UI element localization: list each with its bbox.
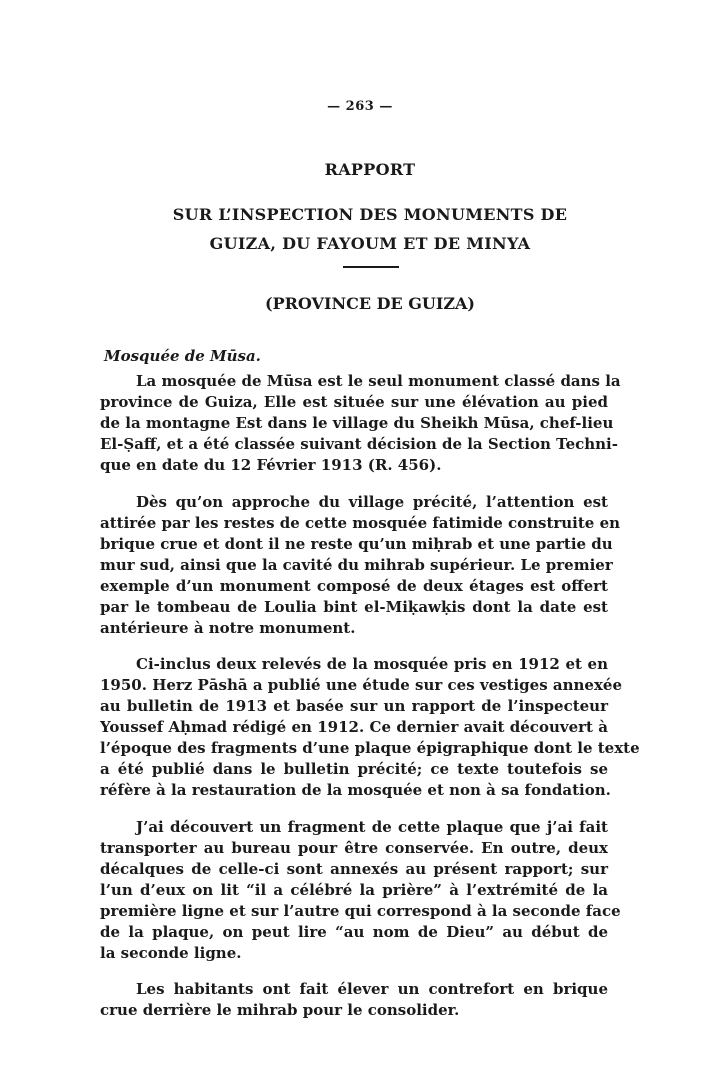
text-line: décalques de celle-ci sont annexés au présent rapport; sur <box>100 859 608 878</box>
text-line: a été publié dans le bulletin précité; ce texte toutefois se <box>100 760 608 778</box>
text-line: mur sud, ainsi que la cavité du mihrab supérieur. Le premier <box>100 555 613 574</box>
paragraph <box>100 492 621 639</box>
text-line: Youssef Aḥmad rédigé en 1912. Ce dernier avait découvert à <box>100 718 608 736</box>
text-line: province de Guiza, Elle est située sur une élévation au pied <box>100 393 608 411</box>
text-line: de la montagne Est dans le village du Sheikh Mūsa, chef-lieu <box>100 414 614 432</box>
paragraph <box>100 817 621 964</box>
page-number: — 263 — <box>327 99 393 114</box>
text-line: l’époque des fragments d’une plaque épigraphique dont le texte <box>100 739 640 757</box>
text-line: J’ai découvert un fragment de cette plaque que j’ai fait <box>136 817 608 836</box>
text-line: par le tombeau de Loulia bint el-Miḳawḳis dont la date est <box>100 597 608 616</box>
text-line: réfère à la restauration de la mosquée et non à sa fondation. <box>100 781 611 799</box>
section-heading: Mosquée de Mūsa. <box>104 347 261 365</box>
report-title-line-2: SUR L’INSPECTION DES MONUMENTS DE <box>172 205 568 224</box>
text-line: au bulletin de 1913 et basée sur un rapport de l’inspecteur <box>100 697 608 715</box>
text-line: Les habitants ont fait élever un contrefort en brique <box>136 980 608 998</box>
title-divider <box>343 266 399 268</box>
body-text <box>100 371 640 1037</box>
text-line: première ligne et sur l’autre qui correspond à la seconde face <box>100 901 621 920</box>
paragraph <box>100 654 640 801</box>
text-line: antérieure à notre monument. <box>100 618 356 637</box>
text-line: transporter au bureau pour être conservée. En outre, deux <box>100 838 608 857</box>
text-line: 1950. Herz Pāshā a publié une étude sur ces vestiges annexée <box>100 676 622 694</box>
text-line: exemple d’un monument composé de deux étages est offert <box>100 576 608 595</box>
text-line: attirée par les restes de cette mosquée fatimide construite en <box>100 513 621 532</box>
text-line: La mosquée de Mūsa est le seul monument classé dans la <box>136 372 621 390</box>
paragraph <box>100 371 621 476</box>
text-line: de la plaque, on peut lire “au nom de Dieu” au début de <box>100 922 608 941</box>
text-line: crue derrière le mihrab pour le consolider. <box>100 1001 460 1019</box>
report-title-line-3: GUIZA, DU FAYOUM ET DE MINYA <box>209 234 531 253</box>
text-line: l’un d’eux on lit “il a célébré la prière” à l’extrémité de la <box>100 880 608 899</box>
paragraph <box>100 979 608 1021</box>
text-line: que en date du 12 Février 1913 (R. 456). <box>100 456 442 474</box>
text-line: la seconde ligne. <box>100 943 242 962</box>
province-heading: (PROVINCE DE GUIZA) <box>265 294 475 313</box>
report-title-line-1: RAPPORT <box>324 160 416 179</box>
text-line: Ci-inclus deux relevés de la mosquée pris en 1912 et en <box>136 655 608 673</box>
text-line: Dès qu’on approche du village précité, l’attention est <box>136 492 608 511</box>
text-line: brique crue et dont il ne reste qu’un miḥrab et une partie du <box>100 534 613 553</box>
text-line: El-Ṣaff, et a été classée suivant décision de la Section Techni- <box>100 435 618 453</box>
